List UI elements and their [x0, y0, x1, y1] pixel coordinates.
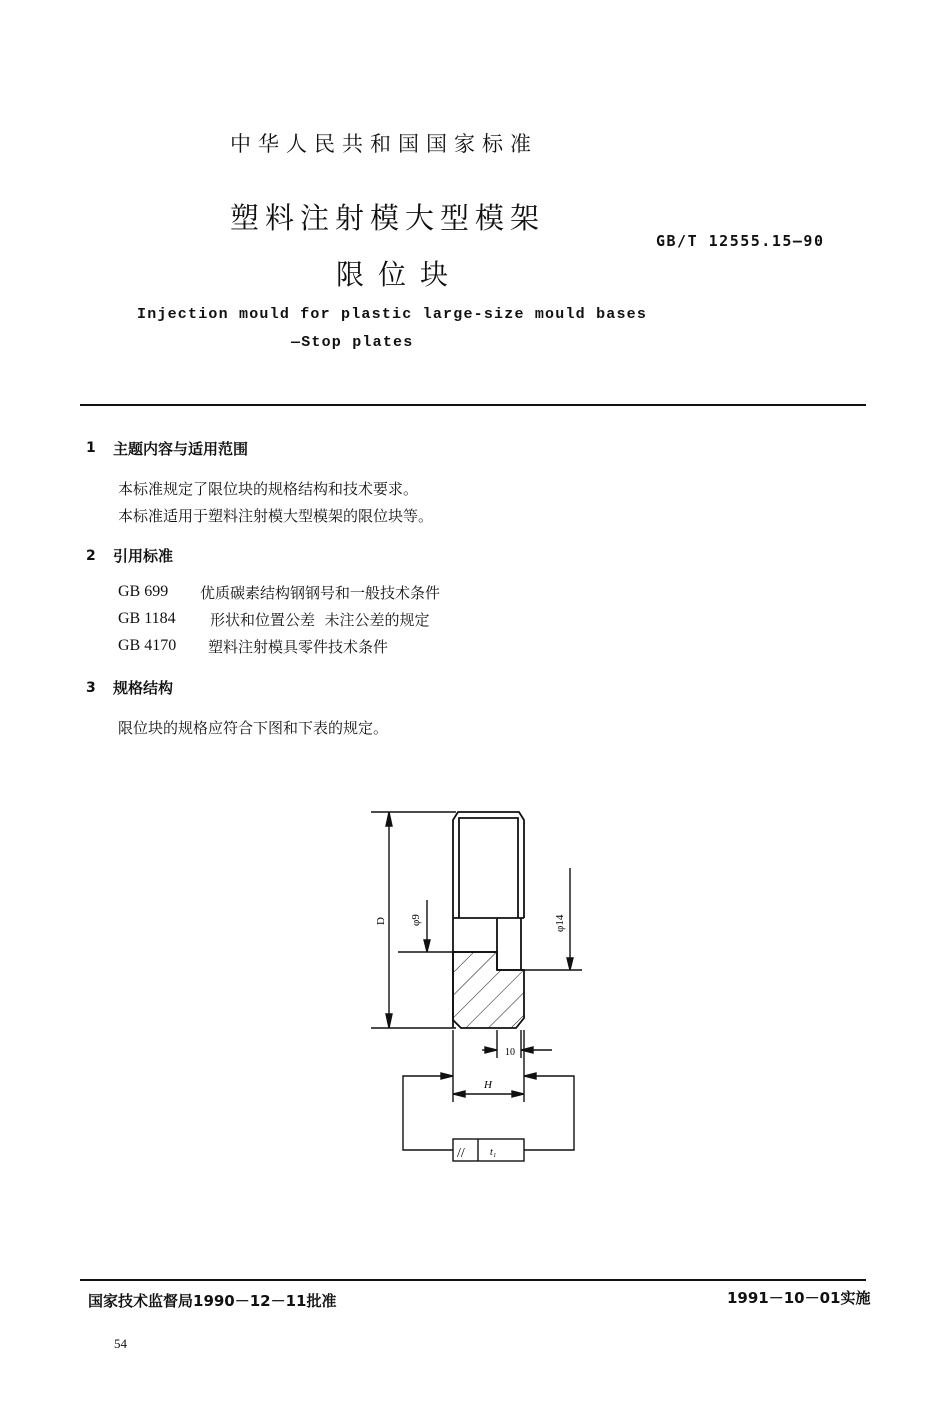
reference-title: 优质碳素结构钢钢号和一般技术条件: [200, 584, 441, 602]
section-3-para-1: 限位块的规格应符合下图和下表的规定。: [118, 719, 389, 737]
english-subtitle: —Stop plates: [291, 334, 414, 351]
label-H: H: [484, 1079, 492, 1091]
section-2-title: 引用标准: [113, 547, 174, 565]
section-3-title: 规格结构: [113, 679, 174, 697]
page-number: 54: [114, 1336, 127, 1351]
national-standard-heading: 中华人民共和国国家标准: [230, 132, 538, 156]
label-phi9: φ9: [410, 914, 422, 926]
section-3-number: 3: [86, 680, 96, 696]
dimension-phi9: [398, 900, 456, 952]
parallelism-symbol: //: [457, 1146, 465, 1161]
hatched-section: [453, 952, 524, 1028]
section-1-para-1: 本标准规定了限位块的规格结构和技术要求。: [118, 480, 419, 498]
footer-divider: [80, 1279, 866, 1281]
document-subtitle: 限位块: [336, 258, 463, 291]
reference-title: 形状和位置公差 未注公差的规定: [210, 611, 430, 629]
reference-code: GB 4170: [118, 637, 177, 654]
label-10: 10: [505, 1047, 515, 1058]
english-title: Injection mould for plastic large-size mould bases: [137, 306, 648, 323]
document-title: 塑料注射模大型模架: [230, 201, 546, 235]
section-2-number: 2: [86, 548, 96, 564]
reference-code: GB 699: [118, 583, 169, 600]
tolerance-value: t₁: [490, 1147, 497, 1158]
section-1-number: 1: [86, 440, 96, 456]
dimension-H: [453, 1030, 524, 1102]
section-1-para-2: 本标准适用于塑料注射模大型模架的限位块等。: [118, 507, 434, 525]
reference-code: GB 1184: [118, 610, 176, 627]
approval-note: 国家技术监督局1990－12－11批准: [88, 1292, 337, 1310]
reference-title: 塑料注射模具零件技术条件: [208, 638, 389, 656]
section-1-title: 主题内容与适用范围: [113, 440, 249, 458]
dimension-phi14: [524, 868, 582, 970]
label-phi14: φ14: [554, 914, 566, 932]
standard-code: GB/T 12555.15—90: [656, 232, 825, 250]
effective-date: 1991－10－01实施: [727, 1289, 871, 1307]
label-D: D: [375, 917, 387, 925]
dimension-10: [482, 1030, 552, 1058]
